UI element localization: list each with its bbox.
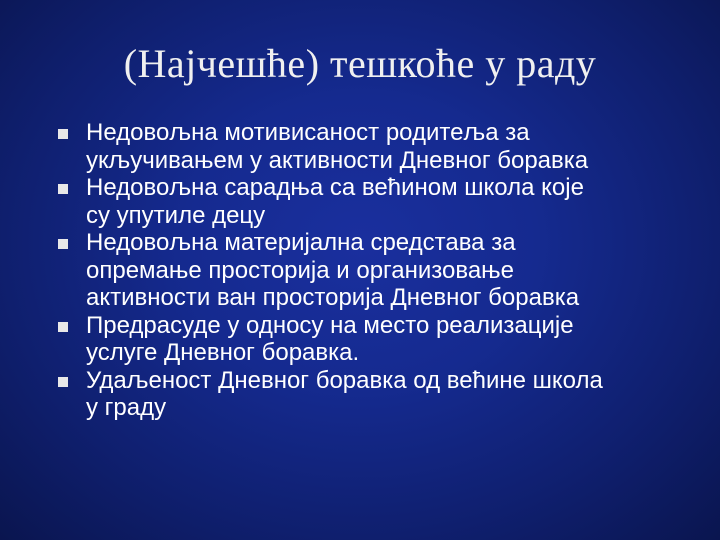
bullet-text: Удаљеност Дневног боравка од већине школа (86, 366, 603, 394)
bullet-text: активности ван просторија Дневног боравка (86, 284, 580, 311)
slide-title: (Најчешће) тешкоће у раду (123, 41, 597, 86)
bullet-text: Недовољна сарадња са већином школа које (86, 174, 584, 201)
bullet-item (56, 174, 696, 229)
square-bullet-icon (58, 239, 68, 249)
bullet-item (56, 119, 696, 174)
bullet-text: Недовољна мотивисаност родитеља за (86, 119, 530, 146)
bullet-text: опремање просторија и организовање (86, 256, 515, 284)
bullet-text: укључивањем у активности Дневног боравка (86, 146, 589, 174)
bullet-item (56, 312, 696, 367)
square-bullet-icon (58, 184, 68, 194)
bullet-list (56, 119, 696, 422)
square-bullet-icon (58, 322, 68, 332)
bullet-item (56, 229, 696, 312)
square-bullet-icon (58, 129, 68, 139)
bullet-text: Предрасуде у односу на место реализације (86, 311, 574, 339)
bullet-text: у граду (86, 394, 167, 421)
bullet-text: Недовољна материјална средстава за (86, 229, 516, 256)
bullet-text: услуге Дневног боравка. (86, 339, 360, 366)
bullet-item (56, 367, 696, 422)
square-bullet-icon (58, 377, 68, 387)
bullet-text: су упутиле децу (86, 201, 266, 229)
